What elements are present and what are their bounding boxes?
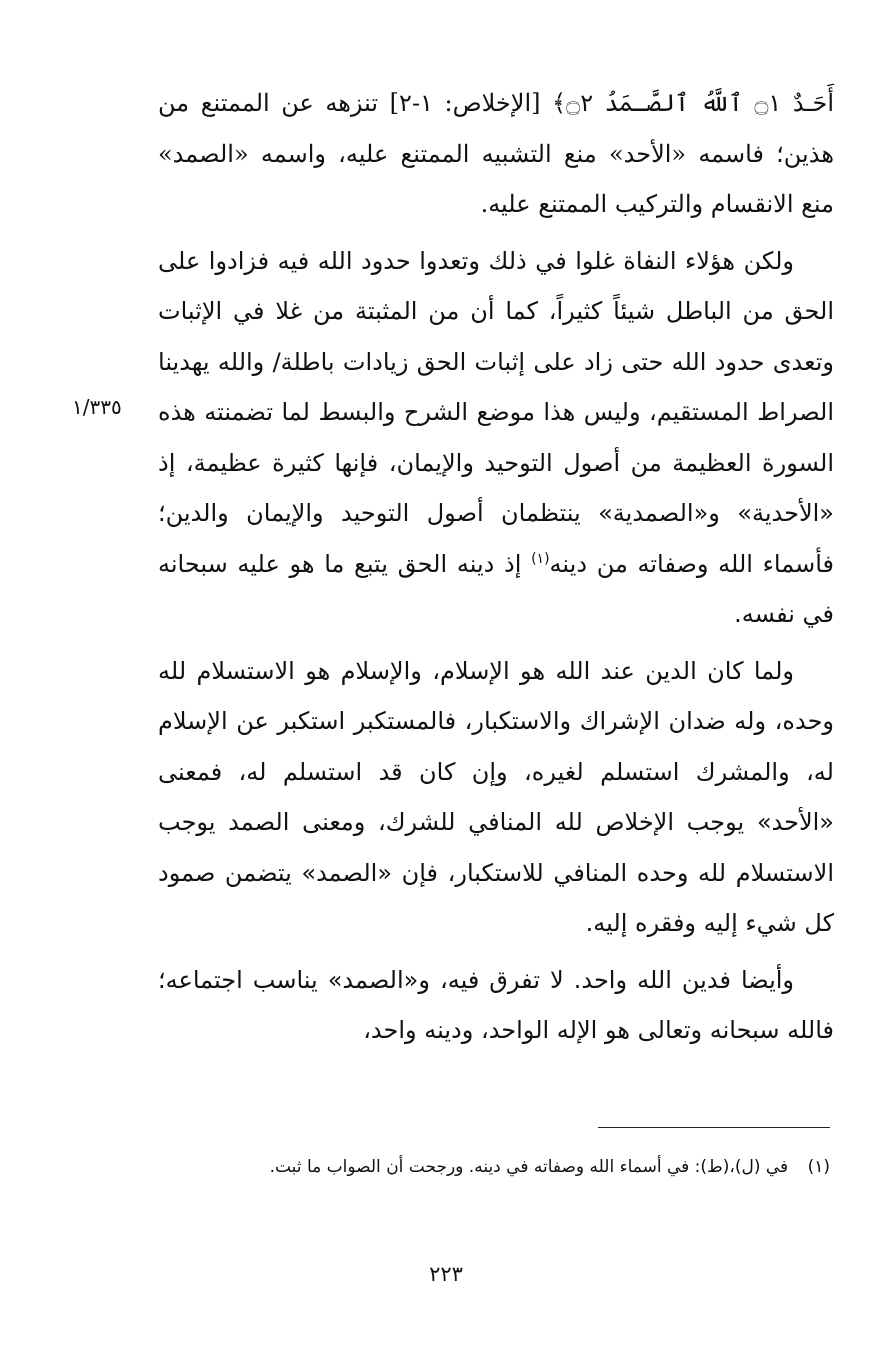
main-text-block bbox=[158, 78, 834, 1062]
paragraph-1: أَحَـدٌ ۝١ ٱللَّهُ ٱلصَّـمَدُ ۝٢﴾ [الإخلاص: ١-٢] تنزهه عن الممتنع من هذين؛ فاسمه «الأحد» منع التشبيه الممتنع عليه، واسمه «الصمد» منع الانقسام والتركيب الممتنع عليه. bbox=[158, 89, 835, 218]
footnote-number: (١) bbox=[807, 1157, 830, 1177]
paragraph-2-tail: إذ دينه الحق يتبع ما هو عليه سبحانه في نفسه. bbox=[158, 549, 834, 628]
footnote-reference: (١) bbox=[531, 550, 550, 567]
footnote-text: في (ل)،(ط): في أسماء الله وصفاته في دينه. ورجحت أن الصواب ما ثبت. bbox=[269, 1157, 789, 1177]
manuscript-folio-note: ١/٣٣٥ bbox=[72, 395, 122, 419]
page-number: ٢٢٣ bbox=[429, 1262, 463, 1286]
footnote bbox=[160, 1152, 830, 1182]
footnote-divider bbox=[598, 1127, 830, 1128]
paragraph-3: ولما كان الدين عند الله هو الإسلام، والإسلام هو الاستسلام لله وحده، وله ضدان الإشراك والاستكبار، فالمستكبر استكبر عن الإسلام له، والمشرك استسلم لغيره، وإن كان قد استسلم له، فمعنى «الأحد» يوجب الإخلاص لله المنافي للشرك، ومعنى الصمد يوجب الاستسلام لله وحده المنافي للاستكبار، فإن «الصمد» يتضمن صمود كل شيء إليه وفقره إليه. bbox=[158, 656, 834, 937]
paragraph-4: وأيضا فدين الله واحد. لا تفرق فيه، و«الصمد» يناسب اجتماعه؛ فالله سبحانه وتعالى هو الإله الواحد، ودينه واحد، bbox=[158, 965, 834, 1044]
paragraph-2-text: ولكن هؤلاء النفاة غلوا في ذلك وتعدوا حدود الله فيه فزادوا على الحق من الباطل شيئاً كثيراً، كما أن من المثبتة من غلا في الإثبات وتعدى حدود الله حتى زاد على إثبات الحق زيادات باطلة/ والله يهدينا الصراط المستقيم، وليس هذا موضع الشرح والبسط لما تضمنته هذه السورة العظيمة من أصول التوحيد والإيمان، فإنها كثيرة عظيمة، إذ «الأحدية» و«الصمدية» ينتظمان أصول التوحيد والإيمان والدين؛ فأسماء الله وصفاته من دينه bbox=[158, 246, 835, 578]
paragraph-2 bbox=[158, 236, 834, 640]
